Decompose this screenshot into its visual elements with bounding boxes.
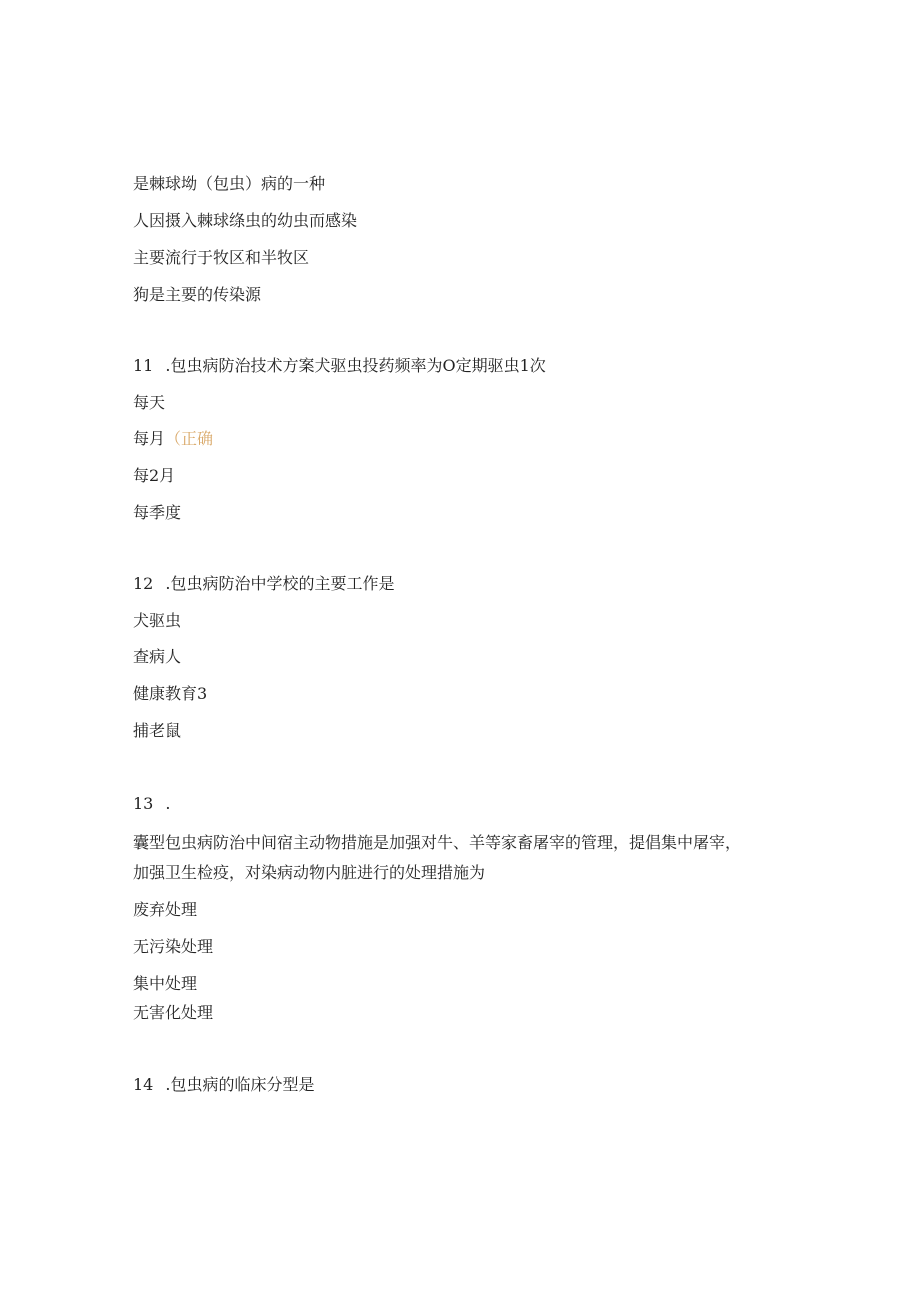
option-text: 捕老鼠 xyxy=(133,721,182,740)
option-text: 每月 xyxy=(133,429,166,448)
question-11 xyxy=(133,355,546,377)
option-text: 查病人 xyxy=(133,647,182,666)
option-text: 狗是主要的传染源 xyxy=(133,285,262,304)
question-number: 12 xyxy=(133,574,154,593)
answer-hint: （正确 xyxy=(165,429,214,448)
question-text: .包虫病防治中学校的主要工作是 xyxy=(165,574,395,593)
question-14 xyxy=(133,1074,314,1096)
option-text: 每季度 xyxy=(133,503,182,522)
option-text: 是棘球坳（包虫）病的一种 xyxy=(133,174,326,193)
question-number: 11 xyxy=(133,356,154,375)
option-text: 人因摄入棘球绦虫的幼虫而感染 xyxy=(133,211,358,230)
option-text: 集中处理 xyxy=(133,974,198,993)
question-number: 13 xyxy=(133,794,154,813)
question-text: .包虫病防治技术方案犬驱虫投药频率为O定期驱虫1次 xyxy=(165,356,546,375)
option-text: 主要流行于牧区和半牧区 xyxy=(133,248,310,267)
question-text: 囊型包虫病防治中间宿主动物措施是加强对牛、羊等家畜屠宰的管理，提倡集中屠宰， xyxy=(133,833,742,852)
option-text: 无害化处理 xyxy=(133,1003,214,1022)
question-13-number xyxy=(133,793,170,815)
option-text: 每天 xyxy=(133,393,166,412)
option-with-answer xyxy=(133,428,213,450)
option-text: 无污染处理 xyxy=(133,937,214,956)
question-text: .包虫病的临床分型是 xyxy=(165,1075,315,1094)
option-text: 犬驱虫 xyxy=(133,611,182,630)
option-text: 每2月 xyxy=(133,466,176,485)
question-12 xyxy=(133,573,394,595)
question-dot: . xyxy=(165,794,171,813)
question-text: 加强卫生检疫，对染病动物内脏进行的处理措施为 xyxy=(133,863,486,882)
question-number: 14 xyxy=(133,1075,154,1094)
option-text: 健康教育3 xyxy=(133,684,208,703)
option-text: 废弃处理 xyxy=(133,900,198,919)
